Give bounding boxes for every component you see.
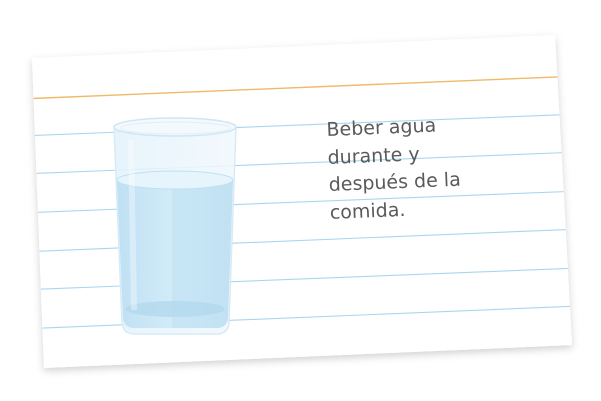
card-text-line: después de la [328, 168, 462, 196]
water-glass-icon [114, 118, 236, 334]
card-text [326, 109, 530, 227]
card-text-line: durante y [327, 142, 421, 169]
card-text-line: comida. [329, 198, 406, 224]
card-text-line: Beber agua [326, 114, 437, 141]
